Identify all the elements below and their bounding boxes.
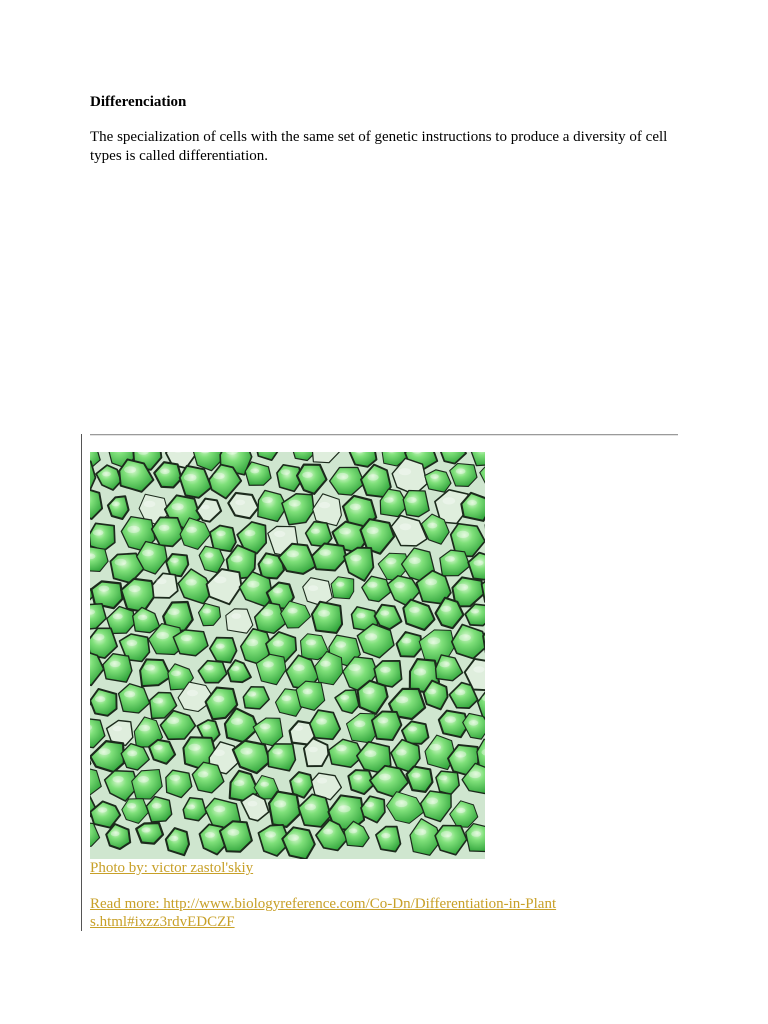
document-paragraph: The specialization of cells with the same set of genetic instructions to produce a diversity of cell types is called differentiation. [90,129,668,164]
cell-highlight [367,527,379,534]
plant-cell [90,523,115,550]
cell-highlight [456,584,468,591]
cell-highlight [214,750,225,757]
cell-highlight [124,466,136,473]
cell-highlight [228,829,240,836]
cell-highlight [396,696,408,703]
cell-highlight [379,774,391,781]
cell-highlight [144,501,156,508]
cell-highlight [234,780,245,786]
cell-highlight [400,523,412,530]
plant-cells-image [90,452,485,859]
cell-highlight [172,503,184,510]
cell-highlight [338,805,351,812]
cell-highlight [99,586,110,592]
cell-highlight [202,725,211,730]
cell-highlight [445,716,456,723]
cell-highlight [348,664,360,671]
cell-highlight [336,582,344,587]
cell-highlight [113,776,124,782]
cell-highlight [93,634,105,641]
cell-highlight [396,749,407,755]
cell-highlight [204,665,214,670]
cell-highlight [289,500,301,507]
cell-highlight [98,807,108,812]
cell-highlight [95,696,105,702]
cell-highlight [384,497,394,503]
plant-cell [268,744,296,771]
cell-highlight [274,800,286,807]
plant-cell [303,578,333,606]
cell-highlight [428,637,441,644]
cell-highlight [260,782,269,787]
cell-highlight [171,671,181,677]
cell-highlight [113,726,123,731]
cell-highlight [127,803,136,808]
cell-highlight [323,829,333,835]
cell-highlight [261,609,273,616]
cell-highlight [456,468,466,474]
photo-credit-link[interactable]: Photo by: victor zastol'skiy [90,860,254,876]
cell-highlight [246,639,258,646]
cell-highlight [188,744,200,751]
cell-highlight [273,640,284,646]
cell-highlight [260,723,271,729]
cell-highlight [367,582,377,588]
plant-cell [226,609,253,633]
cell-highlight [142,550,154,557]
cell-highlight [288,608,298,614]
cell-highlight [115,559,127,566]
cell-highlight [430,474,439,479]
cell-highlight [302,472,313,478]
cell-highlight [213,696,224,702]
cell-highlight [231,556,243,563]
cell-highlight [339,528,351,535]
cell-highlight [186,805,195,810]
cell-highlight [202,609,211,614]
cell-highlight [263,558,273,564]
cell-highlight [363,687,375,694]
cell-highlight [156,578,166,584]
cell-highlight [308,747,318,753]
cell-highlight [308,585,318,591]
cell-highlight [311,529,320,534]
cell-highlight [473,666,484,672]
cell-highlight [198,771,209,777]
cell-highlight [231,666,239,671]
cell-highlight [216,644,225,649]
plant-cell [403,491,429,517]
cell-highlight [455,751,466,757]
cell-highlight [139,725,151,732]
cell-highlight [170,558,179,563]
cell-highlight [142,827,151,832]
cell-highlight [471,831,481,837]
cell-highlight [349,828,358,833]
cell-highlight [110,661,121,667]
cell-highlight [93,530,104,536]
cell-highlight [231,613,241,619]
cell-highlight [156,632,169,639]
cell-highlight [353,775,362,780]
plant-cell [331,577,354,599]
cell-highlight [152,803,162,809]
cell-highlight [414,668,426,675]
cell-highlight [350,555,361,562]
cell-highlight [245,530,256,536]
cell-highlight [427,523,437,529]
cell-highlight [445,556,455,562]
cell-highlight [467,500,477,506]
cell-highlight [127,526,140,533]
cell-highlight [427,689,436,694]
cell-highlight [439,775,448,780]
cell-highlight [160,469,170,475]
cell-highlight [354,721,365,728]
cell-highlight [293,664,305,671]
cell-highlight [365,633,377,640]
cell-highlight [335,641,346,647]
cell-highlight [287,550,299,557]
cell-highlight [303,689,313,695]
cell-highlight [439,661,449,667]
cell-highlight [169,836,178,841]
cell-highlight [409,607,420,613]
cell-highlight [385,558,396,564]
cell-highlight [402,638,412,644]
cell-highlight [336,473,348,480]
cell-highlight [124,691,135,697]
cell-highlight [316,718,327,724]
cell-highlight [250,468,259,473]
cell-highlight [305,804,316,811]
plant-cells-photo [90,452,485,859]
cell-highlight [443,497,456,504]
cell-highlight [214,806,226,813]
cell-highlight [455,689,465,695]
cell-highlight [262,497,273,503]
cell-highlight [231,718,243,725]
cell-highlight [265,831,276,837]
cell-highlight [406,497,416,503]
cell-highlight [102,472,111,477]
cell-highlight [113,614,123,620]
cell-highlight [185,579,196,585]
cell-highlight [380,610,389,615]
cell-highlight [281,469,291,475]
cell-highlight [186,527,197,533]
cell-highlight [167,717,179,724]
cell-highlight [240,748,252,755]
cell-highlight [168,608,180,615]
cell-highlight [394,582,405,588]
cell-highlight [247,581,259,588]
cell-highlight [129,585,141,592]
cell-highlight [457,531,470,538]
cell-highlight [248,801,258,807]
cell-highlight [273,588,283,594]
cell-highlight [356,613,365,618]
cell-highlight [263,661,274,667]
cell-highlight [441,606,452,612]
cell-highlight [380,667,391,673]
document-heading: Differenciation [90,94,187,110]
cell-highlight [99,748,111,755]
plant-cell [312,602,342,633]
cell-highlight [474,560,484,566]
cell-highlight [247,691,256,696]
cell-highlight [138,615,148,620]
cell-highlight [414,829,426,836]
cell-highlight [364,750,376,757]
cell-highlight [340,695,349,700]
cell-highlight [318,610,330,617]
cell-highlight [469,720,479,726]
cell-highlight [272,748,283,754]
cell-highlight [471,609,479,614]
cell-highlight [426,798,438,805]
cell-highlight [159,525,170,531]
cell-highlight [317,778,327,784]
cell-highlight [336,745,347,751]
cell-highlight [204,552,213,557]
cell-highlight [320,661,331,667]
cell-highlight [408,726,417,731]
cell-highlight [184,474,197,481]
cell-highlight [365,802,375,807]
cell-highlight [111,831,120,836]
cell-highlight [459,634,471,641]
cell-highlight [378,717,389,723]
cell-highlight [153,698,163,704]
cell-highlight [381,833,390,838]
horizontal-divider [90,434,678,436]
cell-highlight [235,500,245,506]
read-more-link[interactable]: Read more: http://www.biologyreference.com/Co-Dn/Differentiation-in-Plants.html#ixzz3rdvEDCZF [90,896,557,930]
cell-highlight [169,775,180,781]
cell-highlight [111,502,119,507]
cell-highlight [429,744,441,751]
cell-highlight [411,773,420,778]
cell-highlight [274,531,285,537]
cell-highlight [154,745,163,750]
cell-highlight [306,640,316,646]
cell-highlight [282,695,292,701]
cell-highlight [181,635,192,641]
cell-highlight [127,640,138,646]
cell-highlight [425,579,437,586]
cell-highlight [469,771,481,778]
left-margin-rule [81,434,82,931]
plant-cell [425,470,451,492]
cell-highlight [216,531,226,536]
cell-highlight [395,800,407,807]
cell-highlight [205,832,215,838]
cell-highlight [294,726,303,731]
cell-highlight [456,808,465,813]
cell-highlight [187,690,198,696]
cell-highlight [409,557,421,564]
cell-highlight [350,504,361,510]
cell-highlight [288,834,299,841]
cell-highlight [319,549,331,556]
cell-highlight [293,777,302,782]
cell-highlight [214,576,226,583]
cell-highlight [319,502,330,508]
cell-highlight [441,831,452,837]
cell-highlight [368,474,379,480]
cell-highlight [127,750,137,756]
cell-highlight [201,505,209,510]
cell-highlight [138,776,149,783]
cell-highlight [213,473,225,480]
cell-highlight [144,664,155,670]
cell-highlight [399,468,411,475]
